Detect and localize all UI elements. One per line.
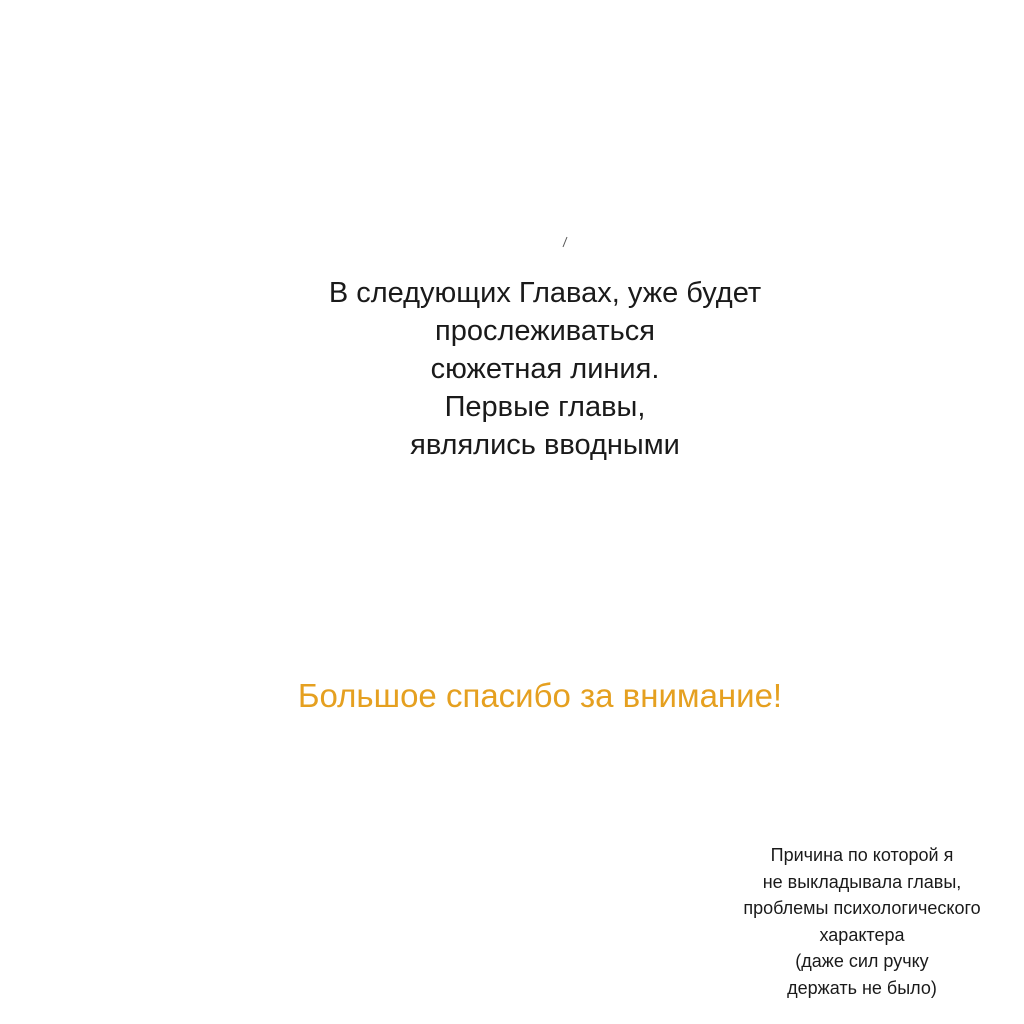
footnote-line: характера [819, 924, 905, 945]
main-message-line: Первые главы, [444, 391, 646, 423]
main-message-line: прослеживаться [435, 315, 655, 347]
pen-stroke-mark [562, 236, 568, 248]
thanks-message: Большое спасибо за внимание! [297, 677, 783, 714]
footnote-line: Причина по которой я [770, 845, 954, 865]
footnote-line: проблемы психологического [743, 898, 981, 918]
footnote [700, 842, 1024, 1001]
main-message-line: В следующих Главах, уже будет [328, 277, 762, 309]
footnote-line: (даже сил ручку [795, 951, 929, 971]
main-message [250, 274, 840, 464]
main-message-line: сюжетная линия. [430, 353, 660, 385]
footnote-line: не выкладывала главы, [762, 871, 962, 892]
main-message-line: являлись вводными [410, 429, 680, 461]
footnote-line: держать не было) [787, 977, 937, 998]
